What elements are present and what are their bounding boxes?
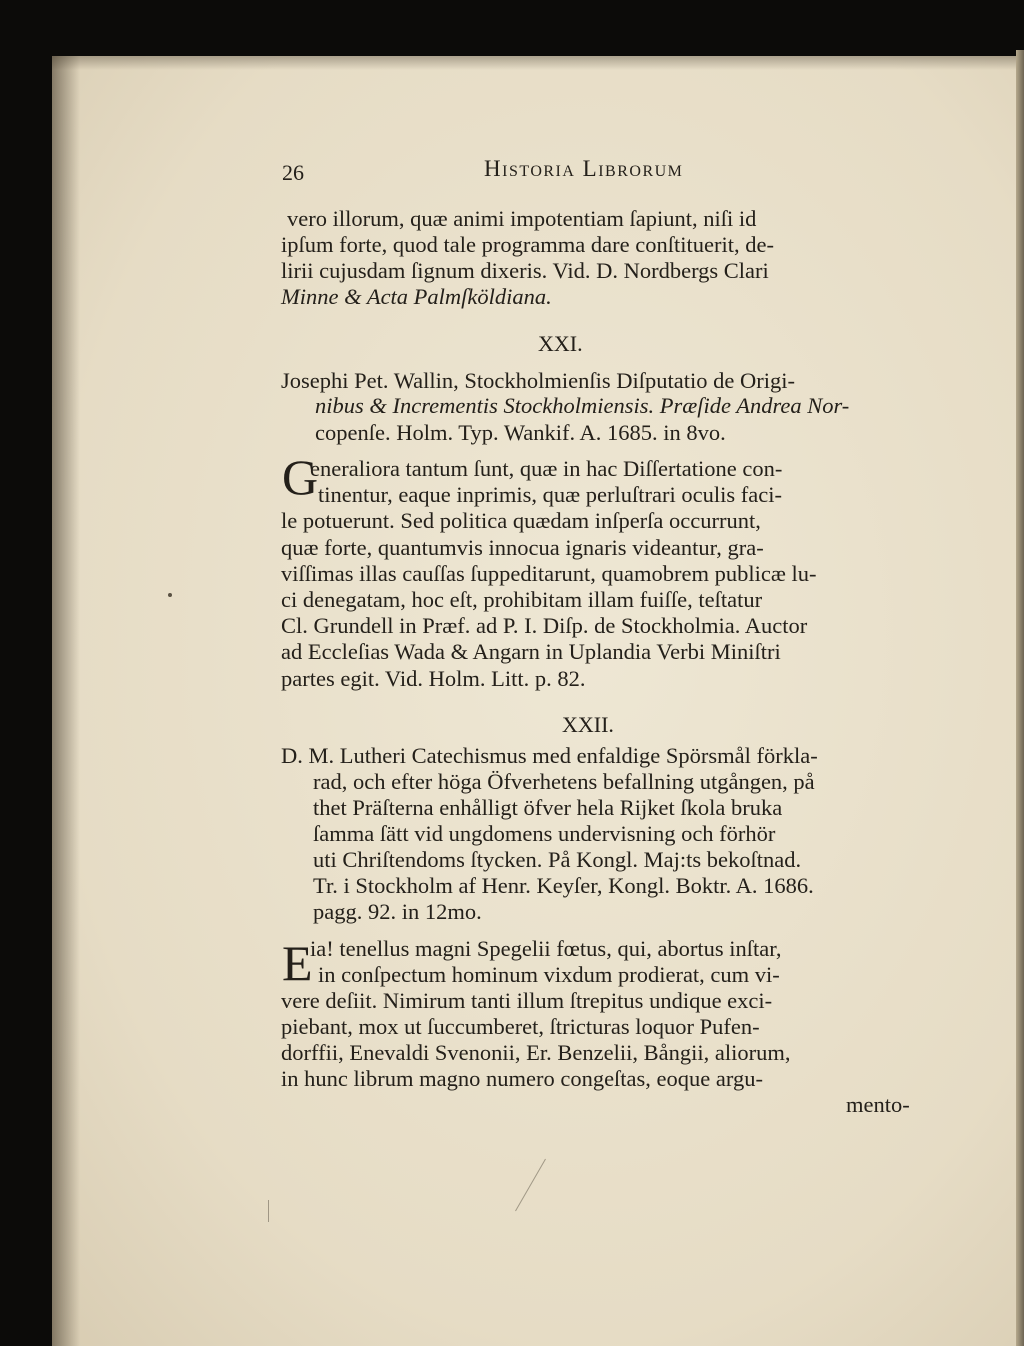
text-line: vero illorum, quæ animi impotentiam ſapiunt, niſi id [287,206,757,231]
body-line: quæ forte, quantumvis innocua ignaris videantur, gra- [281,535,764,560]
body-line: partes egit. Vid. Holm. Litt. p. 82. [281,666,586,691]
body-line: le potuerunt. Sed politica quædam inſperſa occurrunt, [281,508,761,533]
text-line: lirii cujusdam ſignum dixeris. Vid. D. Nordbergs Clari [281,258,769,283]
body-line: ci denegatam, hoc eſt, prohibitam illam fuiſſe, teſtatur [281,587,763,612]
entry-title-line: rad, och efter höga Öfverhetens befallning utgången, på [313,769,815,794]
entry-title-line: D. M. Lutheri Catechismus med enfaldige Spörsmål förkla- [281,743,818,768]
gutter-shadow [52,56,80,1346]
entry-title-line: Tr. i Stockholm af Henr. Keyſer, Kongl. Boktr. A. 1686. [313,873,814,898]
entry-title-line: uti Chriſtendoms ſtycken. På Kongl. Maj:ts bekoſtnad. [313,847,802,872]
text-line: Minne & Acta Palmſköldiana. [281,284,552,309]
body-line: Cl. Grundell in Præf. ad P. I. Diſp. de Stockholmia. Auctor [281,613,808,638]
entry-title-line: copenſe. Holm. Typ. Wankif. A. 1685. in 8vo. [315,420,726,445]
body-line: dorffii, Enevaldi Svenonii, Er. Benzelii, Bångii, aliorum, [281,1040,791,1065]
body-line: tinentur, eaque inprimis, quæ perluſtrari oculis faci- [318,482,782,507]
drop-capital: G [282,449,319,505]
entry-title-line: Josephi Pet. Wallin, Stockholmienſis Diſputatio de Origi- [281,368,795,393]
running-head: Historia Librorum [484,156,684,181]
drop-capital: E [282,935,313,991]
entry-title-line: pagg. 92. in 12mo. [313,899,482,924]
body-line: in hunc librum magno numero congeſtas, eoque argu- [281,1066,763,1091]
body-line: in conſpectum hominum vixdum prodierat, cum vi- [318,962,780,987]
top-edge-shadow [52,56,1020,70]
body-line: piebant, mox ut ſuccumberet, ſtricturas loquor Pufen- [281,1014,760,1039]
body-line: viſſimas illas cauſſas ſuppeditarunt, quamobrem publicæ lu- [281,561,817,586]
body-line: vere deſiit. Nimirum tanti illum ſtrepitus undique exci- [281,988,773,1013]
catchword: mento- [846,1092,910,1117]
body-line: ia! tenellus magni Spegelii fœtus, qui, abortus inſtar, [310,936,782,961]
section-numeral: XXI. [538,331,583,356]
pencil-mark [268,1200,269,1222]
entry-title-line: ſamma ſätt vid ungdomens undervisning och förhör [313,821,776,846]
text-line: ipſum forte, quod tale programma dare conſtituerit, de- [281,232,774,257]
ink-spot [168,593,172,597]
entry-title-line: thet Präſterna enhålligt öfver hela Rijket ſkola bruka [313,795,783,820]
entry-title-line: nibus & Incrementis Stockholmiensis. Præſide Andrea Nor- [315,393,850,418]
body-line: eneraliora tantum ſunt, quæ in hac Diſſertatione con- [310,456,783,481]
page-edge [1016,50,1024,1346]
body-line: ad Eccleſias Wada & Angarn in Uplandia Verbi Miniſtri [281,639,781,664]
section-numeral: XXII. [562,712,614,737]
page-number: 26 [282,160,304,185]
